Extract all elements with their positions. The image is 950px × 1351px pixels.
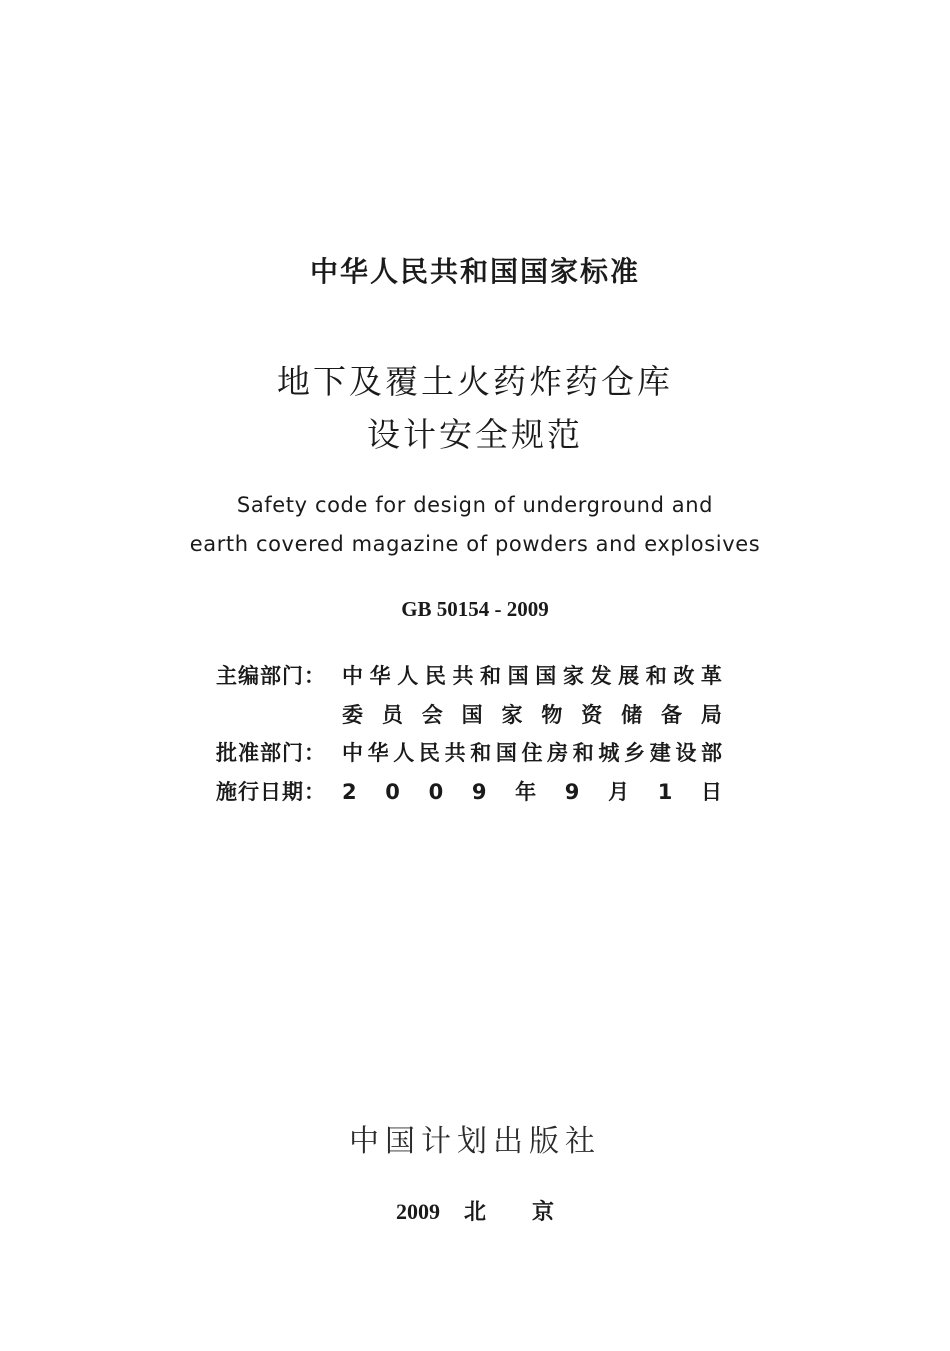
char: 年 — [515, 780, 537, 804]
char: 华 — [369, 664, 391, 688]
char: 局 — [700, 703, 722, 727]
char: 共 — [444, 741, 466, 765]
char: 会 — [421, 703, 443, 727]
char: 物 — [541, 703, 563, 727]
char: 民 — [424, 664, 446, 688]
approval-label: 批准部门： — [216, 741, 326, 765]
publication-place — [0, 1197, 950, 1227]
publisher-name: 中国计划出版社 — [349, 1124, 601, 1159]
publication-year: 2009 — [395, 1199, 440, 1224]
char: 人 — [397, 664, 419, 688]
char: 和 — [645, 664, 667, 688]
char: 1 — [657, 780, 673, 804]
char: 0 — [428, 780, 444, 804]
char: 人 — [393, 741, 415, 765]
char: 日 — [701, 780, 722, 804]
char: 国 — [495, 741, 517, 765]
title-en-line1: Safety code for design of underground and — [236, 493, 714, 517]
char: 资 — [581, 703, 603, 727]
char: 0 — [385, 780, 400, 804]
effective-date-label: 施行日期： — [216, 780, 326, 804]
char: 国 — [535, 664, 557, 688]
chief-editor-label: 主编部门： — [216, 664, 326, 688]
char: 房 — [547, 741, 569, 765]
char: 月 — [608, 780, 630, 804]
char: 建 — [649, 741, 671, 765]
char: 设 — [675, 741, 697, 765]
char: 家 — [562, 664, 584, 688]
title-zh-line2: 设计安全规范 — [367, 415, 583, 454]
char: 和 — [572, 741, 594, 765]
char: 和 — [470, 741, 492, 765]
title-zh-line1: 地下及覆土火药炸药仓库 — [277, 362, 673, 401]
char: 委 — [342, 703, 363, 727]
char: 中 — [342, 664, 363, 688]
char: 展 — [618, 664, 640, 688]
char: 发 — [590, 664, 612, 688]
char: 部 — [700, 741, 722, 765]
char: 中 — [342, 741, 363, 765]
char: 改 — [673, 664, 695, 688]
char: 革 — [700, 664, 722, 688]
publication-city-char1: 北 — [463, 1199, 486, 1224]
chief-editor-value-line2 — [342, 700, 722, 730]
char: 2 — [342, 780, 357, 804]
char: 国 — [461, 703, 483, 727]
char: 家 — [501, 703, 523, 727]
char: 和 — [480, 664, 502, 688]
approval-value — [342, 738, 722, 768]
char: 员 — [381, 703, 403, 727]
chief-editor-value-line1 — [342, 661, 722, 691]
standard-code: GB 50154 - 2009 — [401, 597, 549, 621]
char: 乡 — [624, 741, 646, 765]
char: 民 — [418, 741, 440, 765]
standard-type-heading: 中华人民共和国国家标准 — [309, 255, 640, 288]
char: 华 — [367, 741, 389, 765]
title-en-line2: earth covered magazine of powders and explosives — [189, 532, 761, 556]
char: 住 — [521, 741, 543, 765]
char: 备 — [661, 703, 682, 727]
char: 城 — [598, 741, 620, 765]
char: 储 — [621, 703, 643, 727]
char: 9 — [471, 780, 487, 804]
char: 9 — [564, 780, 580, 804]
char: 共 — [452, 664, 474, 688]
effective-date-value — [342, 777, 722, 807]
publication-city-char2: 京 — [532, 1199, 555, 1224]
char: 国 — [507, 664, 529, 688]
